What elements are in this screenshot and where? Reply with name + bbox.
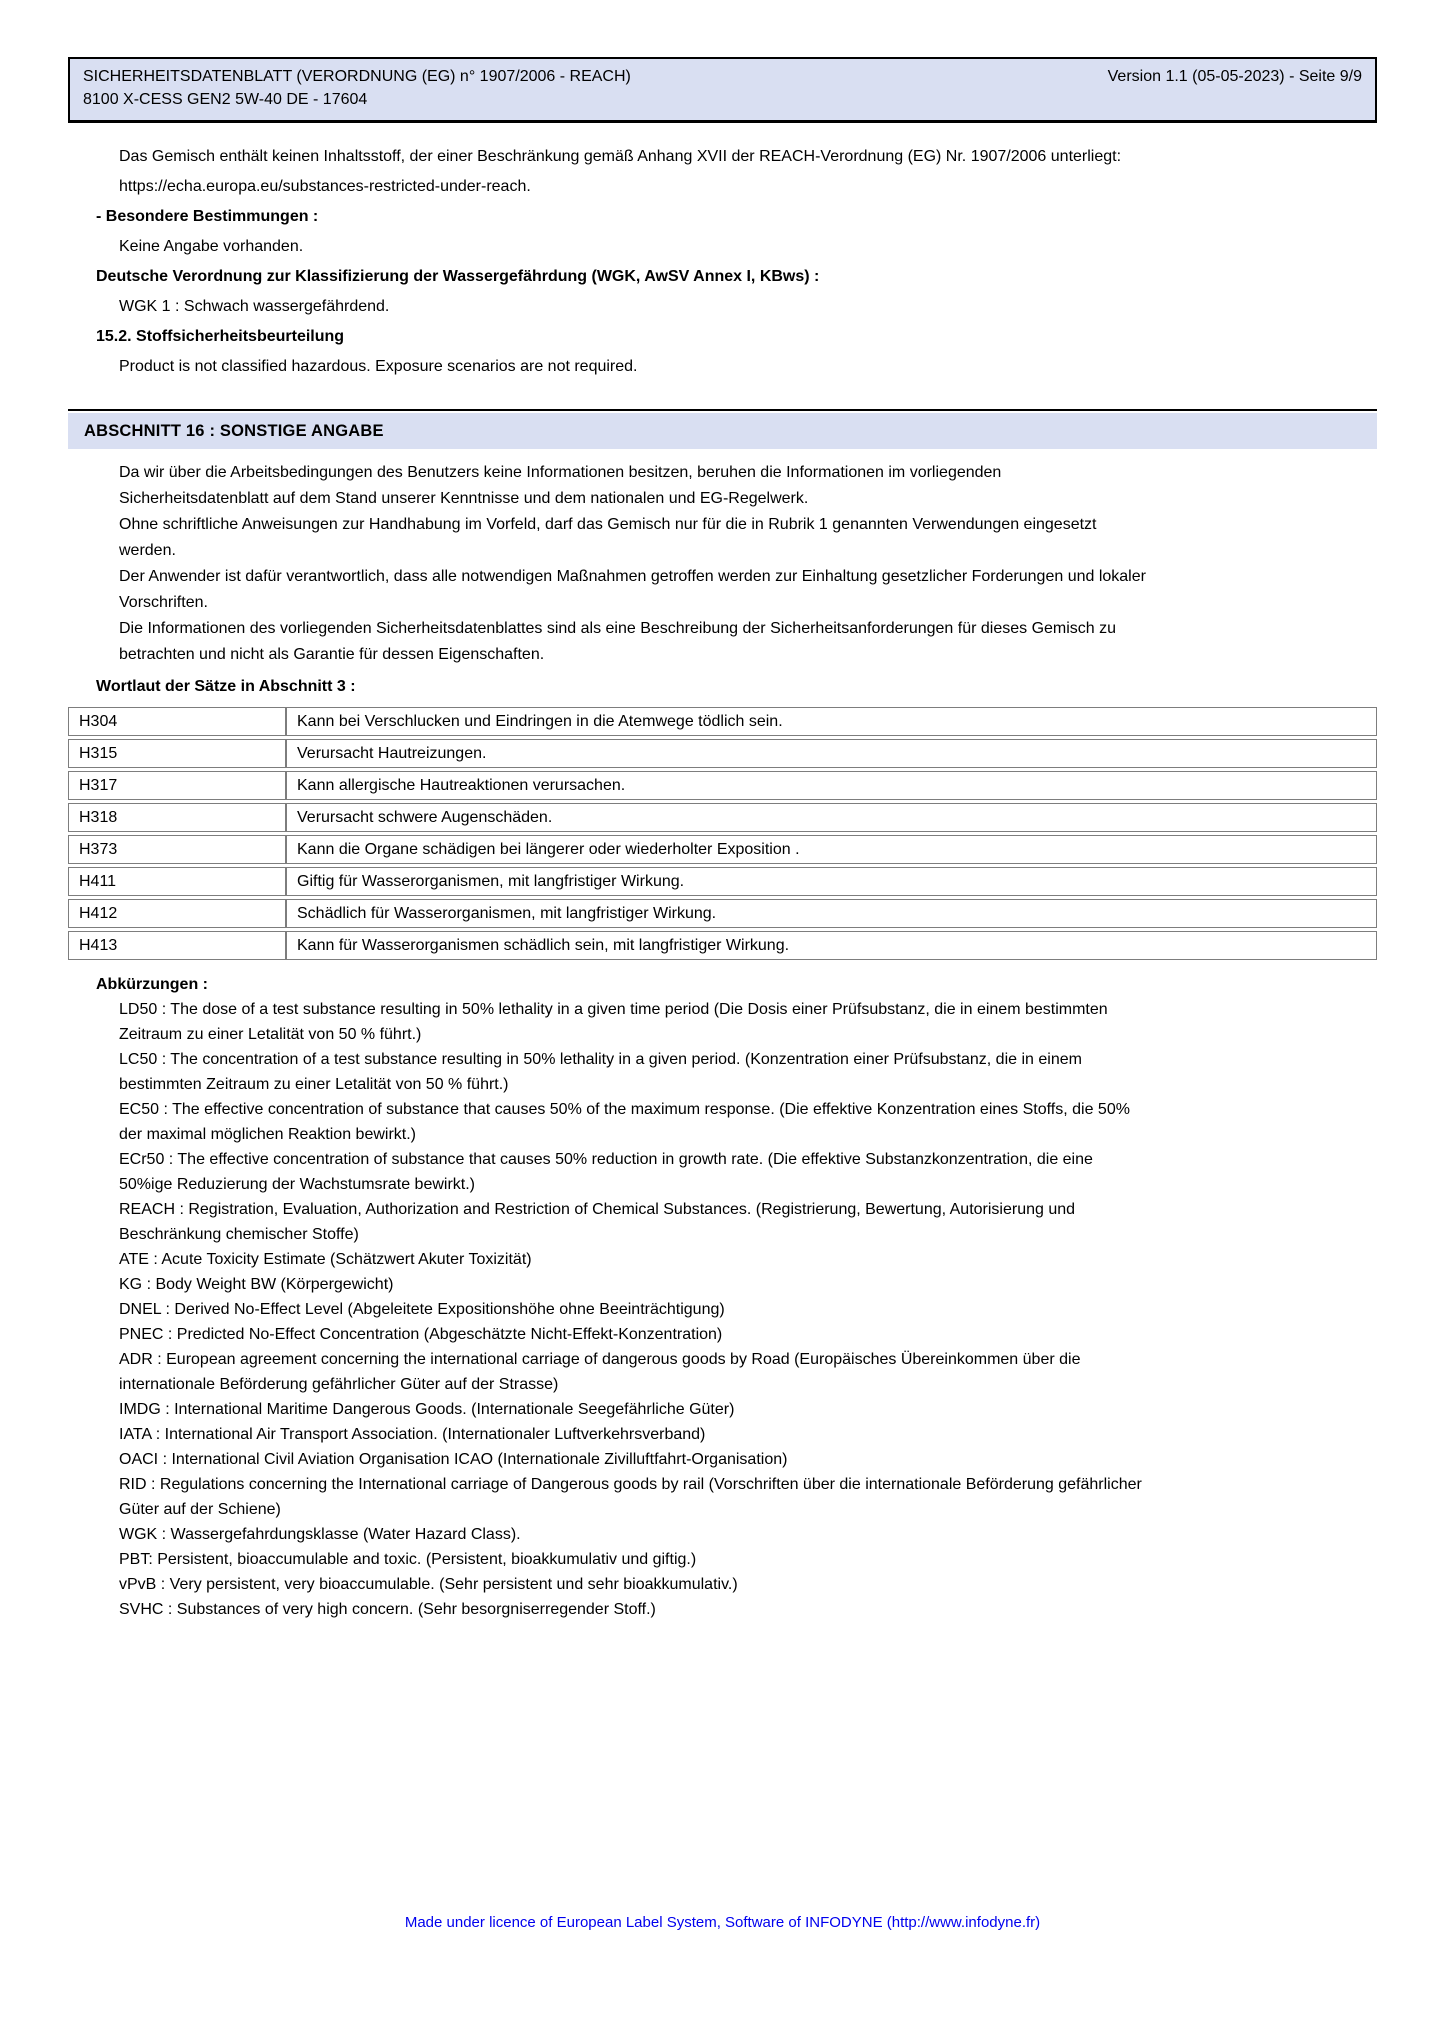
abbreviation-line: DNEL : Derived No-Effect Level (Abgeleitete Expositionshöhe ohne Beeinträchtigung) <box>119 1301 725 1318</box>
disclaimer-line: Da wir über die Arbeitsbedingungen des Benutzers keine Informationen besitzen, beruhen die Informationen im vorliegenden <box>119 464 1002 481</box>
abbreviation-line: REACH : Registration, Evaluation, Authorization and Restriction of Chemical Substances. (Registrierung, Bewertung, Autorisierung und <box>119 1201 1076 1218</box>
document-header <box>68 57 1377 123</box>
section-16-title-bar <box>68 413 1377 449</box>
hazard-text: Schädlich für Wasserorganismen, mit langfristiger Wirkung. <box>286 899 1377 928</box>
abbreviation-line: RID : Regulations concerning the International carriage of Dangerous goods by rail (Vorschriften über die internationale Beförderung gefährlicher <box>119 1476 1142 1493</box>
abbreviation-line: internationale Beförderung gefährlicher Güter auf der Strasse) <box>119 1376 559 1393</box>
header-row-1 <box>83 65 1362 88</box>
restriction-statement: Das Gemisch enthält keinen Inhaltsstoff, der einer Beschränkung gemäß Anhang XVII der REACH-Verordnung (EG) Nr. 1907/2006 unterliegt: <box>119 148 1122 165</box>
abbreviation-line: ADR : European agreement concerning the international carriage of dangerous goods by Road (Europäisches Übereinkommen über die <box>119 1351 1081 1368</box>
section-16-content <box>68 460 1377 1622</box>
abbreviation-line: Zeitraum zu einer Letalität von 50 % führt.) <box>119 1026 422 1043</box>
abbreviation-line: Beschränkung chemischer Stoffe) <box>119 1226 359 1243</box>
hazard-text: Verursacht Hautreizungen. <box>286 739 1377 768</box>
disclaimer-line: Vorschriften. <box>119 594 208 611</box>
disclaimer-line: Ohne schriftliche Anweisungen zur Handhabung im Vorfeld, darf das Gemisch nur für die in Rubrik 1 genannten Verwendungen eingesetzt <box>119 516 1097 533</box>
hazard-text: Verursacht schwere Augenschäden. <box>286 803 1377 832</box>
page-content <box>68 57 1377 1622</box>
version-page-info: Version 1.1 (05-05-2023) - Seite 9/9 <box>1107 68 1362 85</box>
abbreviation-line: LC50 : The concentration of a test substance resulting in 50% lethality in a given period. (Konzentration einer Prüfsubstanz, die in einem <box>119 1051 1082 1068</box>
abbreviation-line: ATE : Acute Toxicity Estimate (Schätzwert Akuter Toxizität) <box>119 1251 532 1268</box>
hazard-text: Giftig für Wasserorganismen, mit langfristiger Wirkung. <box>286 867 1377 896</box>
disclaimer-line: Sicherheitsdatenblatt auf dem Stand unserer Kenntnisse und dem nationalen und EG-Regelwerk. <box>119 490 809 507</box>
table-row <box>68 707 1377 736</box>
besondere-bestimmungen-text: Keine Angabe vorhanden. <box>119 238 304 255</box>
disclaimer-line: Die Informationen des vorliegenden Sicherheitsdatenblattes sind als eine Beschreibung der Sicherheitsanforderungen für dieses Gemisch zu <box>119 620 1117 637</box>
hazard-code: H318 <box>68 803 286 832</box>
hazard-text: Kann allergische Hautreaktionen verursachen. <box>286 771 1377 800</box>
hazard-code: H413 <box>68 931 286 960</box>
table-row <box>68 835 1377 864</box>
abbreviation-line: PBT: Persistent, bioaccumulable and toxic. (Persistent, bioakkumulativ und giftig.) <box>119 1551 697 1568</box>
hazard-statements-table <box>68 704 1377 963</box>
wgk-heading: Deutsche Verordnung zur Klassifizierung der Wassergefährdung (WGK, AwSV Annex I, KBws) : <box>96 268 820 285</box>
hazard-text: Kann bei Verschlucken und Eindringen in die Atemwege tödlich sein. <box>286 707 1377 736</box>
disclaimer-line: betrachten und nicht als Garantie für dessen Eigenschaften. <box>119 646 545 663</box>
footer-credit <box>0 1914 1445 1932</box>
abbreviation-line: Güter auf der Schiene) <box>119 1501 281 1518</box>
hazard-code: H304 <box>68 707 286 736</box>
product-name: 8100 X-CESS GEN2 5W-40 DE - 17604 <box>83 91 368 108</box>
abbreviation-line: bestimmten Zeitraum zu einer Letalität von 50 % führt.) <box>119 1076 509 1093</box>
abbreviation-line: IATA : International Air Transport Association. (Internationaler Luftverkehrsverband) <box>119 1426 706 1443</box>
restriction-url: https://echa.europa.eu/substances-restricted-under-reach. <box>119 178 531 195</box>
abbreviation-line: EC50 : The effective concentration of substance that causes 50% of the maximum response. (Die effektive Konzentration eines Stoffs, die 50% <box>119 1101 1130 1118</box>
abbreviation-line: der maximal möglichen Reaktion bewirkt.) <box>119 1126 416 1143</box>
section-16-header <box>68 409 1377 449</box>
hazard-code: H412 <box>68 899 286 928</box>
abbreviation-line: LD50 : The dose of a test substance resulting in 50% lethality in a given time period (Die Dosis einer Prüfsubstanz, die in einem bestimmten <box>119 1001 1108 1018</box>
abbreviation-line: IMDG : International Maritime Dangerous Goods. (Internationale Seegefährliche Güter) <box>119 1401 735 1418</box>
abbreviation-line: WGK : Wassergefahrdungsklasse (Water Hazard Class). <box>119 1526 521 1543</box>
table-row <box>68 803 1377 832</box>
abbreviation-line: OACI : International Civil Aviation Organisation ICAO (Internationale Zivilluftfahrt-Organisation) <box>119 1451 788 1468</box>
hazard-text: Kann für Wasserorganismen schädlich sein, mit langfristiger Wirkung. <box>286 931 1377 960</box>
abbreviation-line: SVHC : Substances of very high concern. (Sehr besorgniserregender Stoff.) <box>119 1601 656 1618</box>
document-title: SICHERHEITSDATENBLATT (VERORDNUNG (EG) n° 1907/2006 - REACH) <box>83 68 631 85</box>
disclaimer-line: Der Anwender ist dafür verantwortlich, dass alle notwendigen Maßnahmen getroffen werden zur Einhaltung gesetzlicher Forderungen und lokaler <box>119 568 1146 585</box>
besondere-bestimmungen-heading: - Besondere Bestimmungen : <box>96 208 319 225</box>
section-15-content <box>68 142 1377 382</box>
section-16-title: ABSCHNITT 16 : SONSTIGE ANGABE <box>84 421 384 440</box>
hazard-code: H315 <box>68 739 286 768</box>
table-row <box>68 739 1377 768</box>
abbreviation-line: KG : Body Weight BW (Körpergewicht) <box>119 1276 394 1293</box>
wgk-text: WGK 1 : Schwach wassergefährdend. <box>119 298 390 315</box>
table-row <box>68 931 1377 960</box>
abbreviations-heading: Abkürzungen : <box>96 976 208 993</box>
abbreviation-line: PNEC : Predicted No-Effect Concentration (Abgeschätzte Nicht-Effekt-Konzentration) <box>119 1326 723 1343</box>
abbreviation-line: vPvB : Very persistent, very bioaccumulable. (Sehr persistent und sehr bioakkumulativ.) <box>119 1576 738 1593</box>
hazard-code: H317 <box>68 771 286 800</box>
abbreviation-line: ECr50 : The effective concentration of substance that causes 50% reduction in growth rate. (Die effektive Substanzkonzentration, die eine <box>119 1151 1093 1168</box>
hazard-code: H373 <box>68 835 286 864</box>
table-row <box>68 867 1377 896</box>
disclaimer-line: werden. <box>119 542 176 559</box>
hazard-code: H411 <box>68 867 286 896</box>
subsection-152-text: Product is not classified hazardous. Exposure scenarios are not required. <box>119 358 638 375</box>
wortlaut-heading: Wortlaut der Sätze in Abschnitt 3 : <box>96 678 356 695</box>
footer-link[interactable]: Made under licence of European Label System, Software of INFODYNE (http://www.infodyne.fr) <box>404 1914 1041 1931</box>
hazard-text: Kann die Organe schädigen bei längerer oder wiederholter Exposition . <box>286 835 1377 864</box>
abbreviations-list <box>68 997 1377 1622</box>
subsection-152-heading: 15.2. Stoffsicherheitsbeurteilung <box>96 328 345 345</box>
table-row <box>68 899 1377 928</box>
abbreviation-line: 50%ige Reduzierung der Wachstumsrate bewirkt.) <box>119 1176 476 1193</box>
table-row <box>68 771 1377 800</box>
